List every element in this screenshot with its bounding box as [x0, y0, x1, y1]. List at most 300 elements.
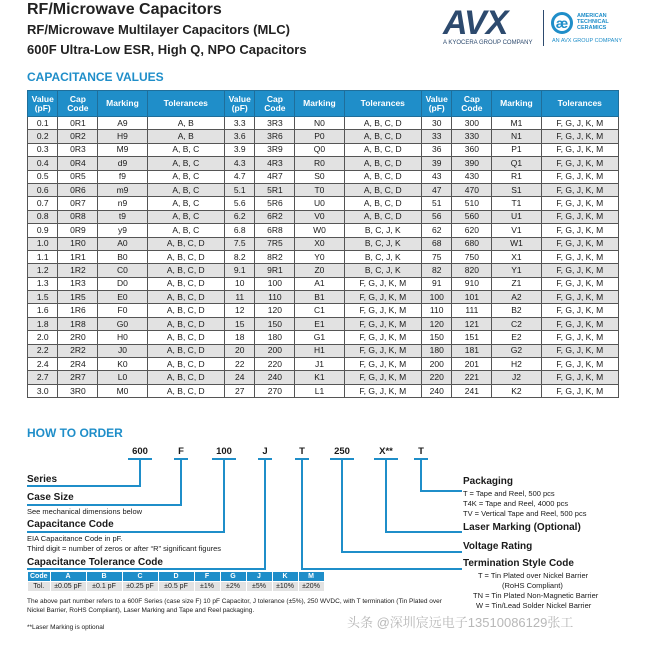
table-cell: A, B, C, D	[147, 264, 224, 277]
table-cell: A, B, C	[147, 143, 224, 156]
table-cell: 0.8	[28, 210, 58, 223]
table-cell: 33	[421, 130, 451, 143]
table-cell: 330	[452, 130, 492, 143]
table-cell: 620	[452, 224, 492, 237]
table-cell: 5.1	[224, 183, 254, 196]
table-cell: C0	[98, 264, 147, 277]
tolerance-value: ±1%	[194, 582, 220, 592]
page-subtitle: RF/Microwave Multilayer Capacitors (MLC)	[27, 22, 290, 37]
table-cell: B2	[492, 304, 541, 317]
code-term: T	[299, 446, 305, 457]
tolerance-value: ±10%	[272, 582, 298, 592]
table-cell: 1.0	[28, 237, 58, 250]
termination-option: TN = Tin Plated Non-Magnetic Barrier	[473, 591, 599, 600]
cap-code-note: Third digit = number of zeros or after “R” significant figures	[27, 544, 222, 553]
table-row	[28, 143, 619, 156]
table-header-row	[28, 91, 619, 117]
table-cell: A2	[492, 291, 541, 304]
table-cell: A, B, C, D	[344, 130, 421, 143]
table-cell: 120	[421, 317, 451, 330]
table-cell: 43	[421, 170, 451, 183]
table-cell: A, B, C, D	[147, 384, 224, 397]
code-packaging: T	[418, 446, 424, 457]
table-cell: 470	[452, 183, 492, 196]
table-cell: H1	[295, 344, 344, 357]
table-row	[28, 250, 619, 263]
table-cell: 3.0	[28, 384, 58, 397]
table-cell: 0R4	[58, 157, 98, 170]
table-cell: 0.3	[28, 143, 58, 156]
table-cell: Z0	[295, 264, 344, 277]
watermark: 头条 @深圳宸远电子13510086129张工	[347, 615, 574, 630]
table-cell: 47	[421, 183, 451, 196]
table-row	[28, 264, 619, 277]
tolerance-value: ±0.5 pF	[158, 582, 194, 592]
table-cell: A, B, C, D	[147, 304, 224, 317]
table-cell: 56	[421, 210, 451, 223]
table-cell: A, B, C, D	[147, 317, 224, 330]
table-cell: A, B, C	[147, 170, 224, 183]
connector-line	[27, 504, 182, 506]
table-cell: F, G, J, K, M	[344, 371, 421, 384]
table-cell: 360	[452, 143, 492, 156]
table-cell: 36	[421, 143, 451, 156]
table-cell: 51	[421, 197, 451, 210]
table-cell: F, G, J, K, M	[344, 291, 421, 304]
table-cell: 221	[452, 371, 492, 384]
table-cell: F, G, J, K, M	[344, 317, 421, 330]
table-cell: 1.1	[28, 250, 58, 263]
tolerance-code: G	[220, 572, 246, 582]
table-row	[28, 331, 619, 344]
table-cell: 24	[224, 371, 254, 384]
avx-tagline: A KYOCERA GROUP COMPANY	[443, 40, 533, 46]
table-cell: 100	[255, 277, 295, 290]
table-cell: 7R5	[255, 237, 295, 250]
table-cell: 30	[421, 117, 451, 130]
tolerance-code: J	[246, 572, 272, 582]
column-header: Tolerances	[541, 91, 618, 117]
table-cell: B0	[98, 250, 147, 263]
table-cell: 100	[421, 291, 451, 304]
table-cell: X0	[295, 237, 344, 250]
table-cell: F0	[98, 304, 147, 317]
table-cell: E0	[98, 291, 147, 304]
table-cell: 240	[255, 371, 295, 384]
table-row	[28, 371, 619, 384]
table-cell: 150	[255, 317, 295, 330]
table-cell: 2R4	[58, 358, 98, 371]
table-cell: 4R3	[255, 157, 295, 170]
tolerance-header-row	[28, 572, 325, 582]
table-cell: F, G, J, K, M	[541, 277, 618, 290]
connector-line	[385, 531, 462, 533]
table-cell: F, G, J, K, M	[344, 384, 421, 397]
table-cell: F, G, J, K, M	[541, 358, 618, 371]
label-case-size: Case Size	[27, 492, 74, 503]
termination-option: T = Tin Plated over Nickel Barrier	[478, 571, 589, 580]
table-cell: 181	[452, 344, 492, 357]
table-cell: t9	[98, 210, 147, 223]
table-cell: J2	[492, 371, 541, 384]
table-cell: 151	[452, 331, 492, 344]
table-cell: A, B, C, D	[344, 117, 421, 130]
table-cell: 110	[421, 304, 451, 317]
capacitance-table	[27, 90, 619, 398]
table-cell: M0	[98, 384, 147, 397]
table-cell: V0	[295, 210, 344, 223]
table-cell: L0	[98, 371, 147, 384]
code-tol: J	[262, 446, 268, 457]
table-cell: 1.5	[28, 291, 58, 304]
table-cell: 120	[255, 304, 295, 317]
ate-logo	[551, 12, 641, 48]
table-cell: X1	[492, 250, 541, 263]
table-cell: 3R0	[58, 384, 98, 397]
table-row	[28, 344, 619, 357]
connector-line	[341, 551, 462, 553]
table-cell: U0	[295, 197, 344, 210]
tolerance-code: B	[86, 572, 122, 582]
connector-line	[180, 460, 182, 505]
table-cell: 15	[224, 317, 254, 330]
table-cell: A, B, C, D	[147, 250, 224, 263]
table-cell: 220	[255, 358, 295, 371]
table-cell: A, B, C, D	[147, 277, 224, 290]
table-cell: F, G, J, K, M	[541, 291, 618, 304]
table-cell: A, B, C, D	[147, 344, 224, 357]
table-cell: 8R2	[255, 250, 295, 263]
table-cell: 4.7	[224, 170, 254, 183]
table-cell: E2	[492, 331, 541, 344]
table-cell: P1	[492, 143, 541, 156]
table-cell: P0	[295, 130, 344, 143]
table-cell: E1	[295, 317, 344, 330]
table-cell: f9	[98, 170, 147, 183]
table-row	[28, 291, 619, 304]
table-cell: B1	[295, 291, 344, 304]
avx-wordmark: AVX	[443, 4, 508, 42]
table-cell: M9	[98, 143, 147, 156]
table-cell: F, G, J, K, M	[541, 224, 618, 237]
table-cell: 680	[452, 237, 492, 250]
table-cell: d9	[98, 157, 147, 170]
table-cell: F, G, J, K, M	[344, 304, 421, 317]
table-cell: 0R3	[58, 143, 98, 156]
tolerance-value: ±0.05 pF	[50, 582, 86, 592]
avx-logo	[443, 4, 535, 48]
table-row	[28, 304, 619, 317]
table-cell: 22	[224, 358, 254, 371]
code-cap: 100	[216, 446, 232, 457]
table-cell: D0	[98, 277, 147, 290]
table-cell: Z1	[492, 277, 541, 290]
table-cell: F, G, J, K, M	[541, 384, 618, 397]
column-header: Cap Code	[452, 91, 492, 117]
table-cell: A, B, C	[147, 197, 224, 210]
table-cell: 270	[255, 384, 295, 397]
table-cell: H2	[492, 358, 541, 371]
table-cell: F, G, J, K, M	[344, 358, 421, 371]
logo-divider	[543, 10, 544, 46]
table-cell: Q0	[295, 143, 344, 156]
table-cell: 0.4	[28, 157, 58, 170]
table-cell: 180	[421, 344, 451, 357]
table-cell: 121	[452, 317, 492, 330]
table-cell: F, G, J, K, M	[541, 317, 618, 330]
table-cell: G0	[98, 317, 147, 330]
tolerance-value: ±0.1 pF	[86, 582, 122, 592]
table-cell: 101	[452, 291, 492, 304]
table-cell: A, B, C, D	[344, 210, 421, 223]
tolerance-code: Code	[28, 572, 51, 582]
table-cell: 2R7	[58, 371, 98, 384]
ate-tagline: AN AVX GROUP COMPANY	[552, 38, 622, 44]
table-cell: 6.2	[224, 210, 254, 223]
table-cell: 4R7	[255, 170, 295, 183]
table-cell: F, G, J, K, M	[541, 130, 618, 143]
connector-line	[420, 460, 422, 492]
table-cell: 1R3	[58, 277, 98, 290]
table-cell: 150	[421, 331, 451, 344]
table-cell: 820	[452, 264, 492, 277]
table-cell: G1	[295, 331, 344, 344]
termination-option: W = Tin/Lead Solder Nickel Barrier	[476, 601, 592, 610]
table-cell: C2	[492, 317, 541, 330]
table-cell: 2.4	[28, 358, 58, 371]
table-cell: N1	[492, 130, 541, 143]
code-series: 600	[132, 446, 148, 457]
table-cell: A, B, C, D	[147, 291, 224, 304]
table-cell: 200	[255, 344, 295, 357]
label-cap-code: Capacitance Code	[27, 519, 114, 530]
table-cell: F, G, J, K, M	[541, 344, 618, 357]
code-voltage: 250	[334, 446, 350, 457]
table-cell: 39	[421, 157, 451, 170]
table-cell: 2R2	[58, 344, 98, 357]
code-case: F	[178, 446, 184, 457]
label-termination: Termination Style Code	[463, 558, 574, 569]
table-cell: 0R6	[58, 183, 98, 196]
table-cell: B, C, J, K	[344, 237, 421, 250]
table-row	[28, 384, 619, 397]
label-packaging: Packaging	[463, 476, 514, 487]
table-cell: 110	[255, 291, 295, 304]
table-cell: A, B, C, D	[147, 331, 224, 344]
table-cell: 1.8	[28, 317, 58, 330]
table-cell: F, G, J, K, M	[541, 210, 618, 223]
table-cell: 910	[452, 277, 492, 290]
table-cell: 3.9	[224, 143, 254, 156]
table-cell: 2R0	[58, 331, 98, 344]
packaging-option: T4K = Tape and Reel, 4000 pcs	[463, 499, 569, 508]
table-cell: 0R5	[58, 170, 98, 183]
table-cell: G2	[492, 344, 541, 357]
packaging-option: T = Tape and Reel, 500 pcs	[463, 489, 555, 498]
table-cell: A, B, C, D	[147, 371, 224, 384]
table-cell: A, B, C, D	[344, 157, 421, 170]
table-cell: 62	[421, 224, 451, 237]
table-cell: 0.1	[28, 117, 58, 130]
table-cell: 11	[224, 291, 254, 304]
label-laser: Laser Marking (Optional)	[463, 522, 581, 533]
table-cell: 510	[452, 197, 492, 210]
table-cell: A, B, C	[147, 157, 224, 170]
table-cell: A, B, C, D	[147, 237, 224, 250]
table-cell: 6R2	[255, 210, 295, 223]
table-cell: F, G, J, K, M	[344, 277, 421, 290]
table-cell: H9	[98, 130, 147, 143]
table-cell: 27	[224, 384, 254, 397]
tolerance-code: M	[298, 572, 324, 582]
table-cell: 82	[421, 264, 451, 277]
table-cell: 0.5	[28, 170, 58, 183]
table-row	[28, 210, 619, 223]
table-cell: 240	[421, 384, 451, 397]
tolerance-value-row	[28, 582, 325, 592]
label-voltage: Voltage Rating	[463, 541, 533, 552]
label-tol-code: Capacitance Tolerance Code	[27, 557, 163, 568]
table-cell: A, B, C, D	[147, 358, 224, 371]
table-cell: 9.1	[224, 264, 254, 277]
table-cell: 0R8	[58, 210, 98, 223]
table-row	[28, 317, 619, 330]
table-cell: 75	[421, 250, 451, 263]
table-cell: W1	[492, 237, 541, 250]
connector-line	[27, 485, 141, 487]
table-cell: F, G, J, K, M	[541, 143, 618, 156]
table-cell: 0.6	[28, 183, 58, 196]
table-cell: Y1	[492, 264, 541, 277]
table-cell: M1	[492, 117, 541, 130]
table-cell: 0.9	[28, 224, 58, 237]
table-cell: 1R8	[58, 317, 98, 330]
column-header: Value (pF)	[224, 91, 254, 117]
connector-line	[385, 460, 387, 532]
table-cell: U1	[492, 210, 541, 223]
table-cell: 0R1	[58, 117, 98, 130]
termination-option: (RoHS Compliant)	[502, 581, 563, 590]
table-cell: 1.2	[28, 264, 58, 277]
table-row	[28, 157, 619, 170]
connector-line	[223, 460, 225, 532]
tolerance-value: ±5%	[246, 582, 272, 592]
table-cell: 4.3	[224, 157, 254, 170]
column-header: Cap Code	[255, 91, 295, 117]
table-cell: A0	[98, 237, 147, 250]
table-cell: 10	[224, 277, 254, 290]
table-cell: 6R8	[255, 224, 295, 237]
table-cell: 2.2	[28, 344, 58, 357]
ate-logo-icon: æ	[551, 12, 573, 34]
table-cell: F, G, J, K, M	[344, 331, 421, 344]
table-cell: R0	[295, 157, 344, 170]
page-title: RF/Microwave Capacitors	[27, 1, 222, 18]
label-series: Series	[27, 474, 58, 485]
table-row	[28, 130, 619, 143]
table-cell: T0	[295, 183, 344, 196]
tolerance-code: A	[50, 572, 86, 582]
table-cell: A, B, C, D	[344, 197, 421, 210]
table-row	[28, 197, 619, 210]
table-cell: 1R5	[58, 291, 98, 304]
table-cell: 430	[452, 170, 492, 183]
table-cell: 1.3	[28, 277, 58, 290]
table-cell: 7.5	[224, 237, 254, 250]
table-cell: 241	[452, 384, 492, 397]
table-cell: 201	[452, 358, 492, 371]
table-cell: 180	[255, 331, 295, 344]
table-cell: H0	[98, 331, 147, 344]
table-cell: 5R1	[255, 183, 295, 196]
table-cell: 1R6	[58, 304, 98, 317]
column-header: Tolerances	[147, 91, 224, 117]
table-cell: J0	[98, 344, 147, 357]
column-header: Value (pF)	[28, 91, 58, 117]
table-cell: A, B, C, D	[344, 170, 421, 183]
table-row	[28, 183, 619, 196]
tolerance-code: C	[122, 572, 158, 582]
table-cell: A9	[98, 117, 147, 130]
connector-line	[139, 460, 141, 486]
order-note: The above part number refers to a 600F Series (case size F) 10 pF Capacitor, J tolerance (±5%), 250 WVDC, with T termination (Tin Plated over Nickel Barrier, RoHS Compliant), Laser Marking and Tape and Reel packaging.	[27, 598, 442, 614]
column-header: Cap Code	[58, 91, 98, 117]
table-cell: 0.7	[28, 197, 58, 210]
table-cell: F, G, J, K, M	[541, 371, 618, 384]
table-cell: 8.2	[224, 250, 254, 263]
table-cell: 5R6	[255, 197, 295, 210]
table-cell: B, C, J, K	[344, 250, 421, 263]
table-cell: N0	[295, 117, 344, 130]
table-cell: F, G, J, K, M	[541, 264, 618, 277]
connector-line	[341, 460, 343, 553]
table-cell: 12	[224, 304, 254, 317]
ate-name: AMERICAN TECHNICAL CERAMICS	[577, 13, 609, 31]
table-cell: 0R2	[58, 130, 98, 143]
table-cell: A, B, C	[147, 210, 224, 223]
table-cell: F, G, J, K, M	[541, 331, 618, 344]
column-header: Tolerances	[344, 91, 421, 117]
tolerance-code: F	[194, 572, 220, 582]
table-cell: 750	[452, 250, 492, 263]
table-row	[28, 358, 619, 371]
table-cell: S0	[295, 170, 344, 183]
table-cell: 220	[421, 371, 451, 384]
table-cell: 1R1	[58, 250, 98, 263]
tolerance-value: ±2%	[220, 582, 246, 592]
table-row	[28, 224, 619, 237]
table-cell: F, G, J, K, M	[344, 344, 421, 357]
table-row	[28, 170, 619, 183]
table-cell: F, G, J, K, M	[541, 237, 618, 250]
table-cell: R1	[492, 170, 541, 183]
table-cell: V1	[492, 224, 541, 237]
table-cell: A, B	[147, 117, 224, 130]
table-cell: F, G, J, K, M	[541, 170, 618, 183]
table-cell: 18	[224, 331, 254, 344]
table-cell: y9	[98, 224, 147, 237]
table-cell: A1	[295, 277, 344, 290]
table-row	[28, 277, 619, 290]
table-cell: 5.6	[224, 197, 254, 210]
connector-line	[301, 568, 462, 570]
table-cell: 6.8	[224, 224, 254, 237]
connector-line	[301, 460, 303, 570]
table-cell: W0	[295, 224, 344, 237]
column-header: Marking	[492, 91, 541, 117]
table-cell: A, B, C	[147, 183, 224, 196]
connector-line	[420, 490, 462, 492]
